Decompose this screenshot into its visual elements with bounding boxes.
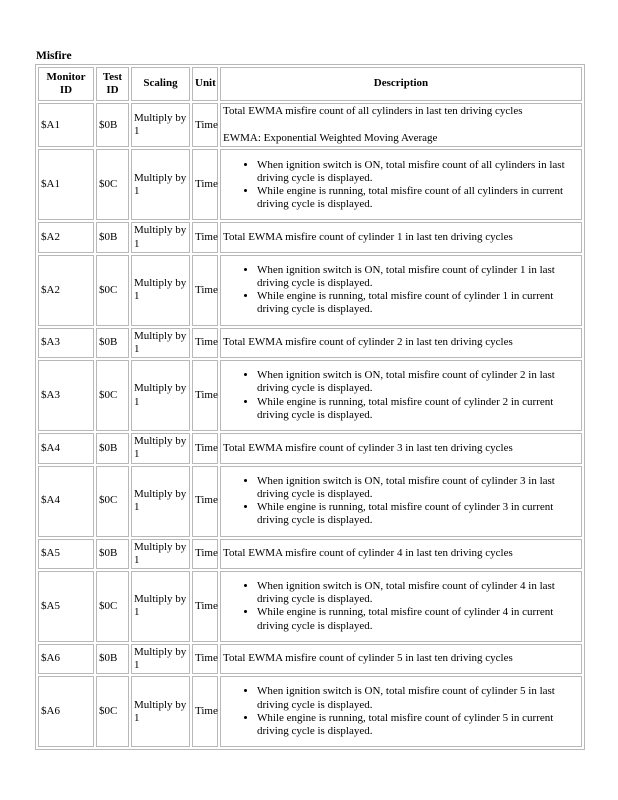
table-row — [38, 328, 582, 358]
unit-cell: Time — [192, 328, 218, 358]
scaling-cell: Multiply by 1 — [131, 433, 190, 463]
table-row — [38, 539, 582, 569]
description-bullet-list — [223, 369, 579, 422]
header-scaling: Scaling — [131, 67, 190, 101]
scaling-cell: Multiply by 1 — [131, 222, 190, 252]
monitor-id-cell: $A6 — [38, 644, 94, 674]
monitor-id-cell: $A2 — [38, 222, 94, 252]
unit-cell: Time — [192, 644, 218, 674]
description-bullet: • While engine is running, total misfire count of cylinder 2 in current driving cycle is displayed. — [257, 396, 579, 422]
unit-cell: Time — [192, 433, 218, 463]
monitor-id-cell: $A5 — [38, 539, 94, 569]
unit-cell: Time — [192, 222, 218, 252]
monitor-id-cell: $A2 — [38, 255, 94, 326]
unit-cell: Time — [192, 360, 218, 431]
table-row — [38, 149, 582, 220]
header-monitor-id: Monitor ID — [38, 67, 94, 101]
scaling-cell: Multiply by 1 — [131, 466, 190, 537]
unit-cell: Time — [192, 255, 218, 326]
description-bullet: • While engine is running, total misfire count of all cylinders in current driving cycle is displayed. — [257, 185, 579, 211]
table-row — [38, 644, 582, 674]
description-bullet: • While engine is running, total misfire count of cylinder 5 in current driving cycle is displayed. — [257, 712, 579, 738]
description-bullet: • While engine is running, total misfire count of cylinder 3 in current driving cycle is displayed. — [257, 501, 579, 527]
table-row — [38, 676, 582, 747]
description-bullet: • When ignition switch is ON, total misfire count of cylinder 2 in last driving cycle is displayed. — [257, 369, 579, 395]
monitor-id-cell: $A4 — [38, 433, 94, 463]
scaling-cell: Multiply by 1 — [131, 149, 190, 220]
description-bullet: • When ignition switch is ON, total misfire count of cylinder 1 in last driving cycle is displayed. — [257, 264, 579, 290]
description-bullet: • When ignition switch is ON, total misfire count of cylinder 3 in last driving cycle is displayed. — [257, 475, 579, 501]
description-cell — [220, 539, 582, 569]
table-row — [38, 433, 582, 463]
description-bullet-list — [223, 580, 579, 633]
description-note: EWMA: Exponential Weighted Moving Average — [223, 132, 438, 145]
scaling-cell: Multiply by 1 — [131, 255, 190, 326]
unit-cell: Time — [192, 103, 218, 147]
header-test-id: Test ID — [96, 67, 129, 101]
description-cell — [220, 255, 582, 326]
monitor-id-cell: $A3 — [38, 360, 94, 431]
test-id-cell: $0C — [96, 255, 129, 326]
description-bullet: • While engine is running, total misfire count of cylinder 4 in current driving cycle is displayed. — [257, 606, 579, 632]
description-bullet-list — [223, 475, 579, 528]
description-bullet-list — [223, 685, 579, 738]
table-body — [38, 103, 582, 747]
test-id-cell: $0C — [96, 676, 129, 747]
description-cell — [220, 328, 582, 358]
test-id-cell: $0C — [96, 360, 129, 431]
unit-cell: Time — [192, 466, 218, 537]
monitor-id-cell: $A3 — [38, 328, 94, 358]
description-text: Total EWMA misfire count of cylinder 3 in last ten driving cycles — [223, 441, 513, 454]
table-header-row — [38, 67, 582, 101]
monitor-id-cell: $A6 — [38, 676, 94, 747]
test-id-cell: $0C — [96, 466, 129, 537]
unit-cell: Time — [192, 571, 218, 642]
monitor-id-cell: $A4 — [38, 466, 94, 537]
description-cell — [220, 360, 582, 431]
description-text: Total EWMA misfire count of cylinder 1 in last ten driving cycles — [223, 230, 513, 243]
description-bullet: • When ignition switch is ON, total misfire count of cylinder 5 in last driving cycle is displayed. — [257, 685, 579, 711]
test-id-cell: $0B — [96, 222, 129, 252]
unit-cell: Time — [192, 676, 218, 747]
table-row — [38, 360, 582, 431]
table-row — [38, 255, 582, 326]
scaling-cell: Multiply by 1 — [131, 328, 190, 358]
monitor-id-cell: $A5 — [38, 571, 94, 642]
table-row — [38, 466, 582, 537]
description-bullet: • While engine is running, total misfire count of cylinder 1 in current driving cycle is displayed. — [257, 290, 579, 316]
scaling-cell: Multiply by 1 — [131, 644, 190, 674]
unit-cell: Time — [192, 539, 218, 569]
monitor-id-cell: $A1 — [38, 103, 94, 147]
table-row — [38, 222, 582, 252]
description-bullet: • When ignition switch is ON, total misfire count of all cylinders in last driving cycle is displayed. — [257, 159, 579, 185]
description-bullet-list — [223, 264, 579, 317]
test-id-cell: $0C — [96, 571, 129, 642]
description-cell — [220, 433, 582, 463]
description-cell — [220, 571, 582, 642]
description-text: Total EWMA misfire count of cylinder 2 in last ten driving cycles — [223, 336, 513, 349]
scaling-cell: Multiply by 1 — [131, 571, 190, 642]
test-id-cell: $0B — [96, 433, 129, 463]
header-description: Description — [220, 67, 582, 101]
unit-cell: Time — [192, 149, 218, 220]
description-text: Total EWMA misfire count of cylinder 5 in last ten driving cycles — [223, 652, 513, 665]
test-id-cell: $0B — [96, 103, 129, 147]
description-cell — [220, 676, 582, 747]
description-cell — [220, 103, 582, 147]
description-text: Total EWMA misfire count of cylinder 4 in last ten driving cycles — [223, 547, 513, 560]
description-cell — [220, 222, 582, 252]
test-id-cell: $0B — [96, 539, 129, 569]
table-row — [38, 103, 582, 147]
scaling-cell: Multiply by 1 — [131, 539, 190, 569]
test-id-cell: $0B — [96, 328, 129, 358]
description-text: Total EWMA misfire count of all cylinders in last ten driving cycles — [223, 105, 523, 117]
scaling-cell: Multiply by 1 — [131, 103, 190, 147]
monitor-id-cell: $A1 — [38, 149, 94, 220]
description-bullet: • When ignition switch is ON, total misfire count of cylinder 4 in last driving cycle is displayed. — [257, 580, 579, 606]
description-cell — [220, 644, 582, 674]
header-unit: Unit — [192, 67, 218, 101]
test-id-cell: $0B — [96, 644, 129, 674]
test-id-cell: $0C — [96, 149, 129, 220]
table-row — [38, 571, 582, 642]
description-cell — [220, 466, 582, 537]
description-cell — [220, 149, 582, 220]
misfire-table — [35, 64, 585, 750]
section-title: Misfire — [36, 50, 72, 62]
scaling-cell: Multiply by 1 — [131, 360, 190, 431]
scaling-cell: Multiply by 1 — [131, 676, 190, 747]
description-bullet-list — [223, 159, 579, 212]
